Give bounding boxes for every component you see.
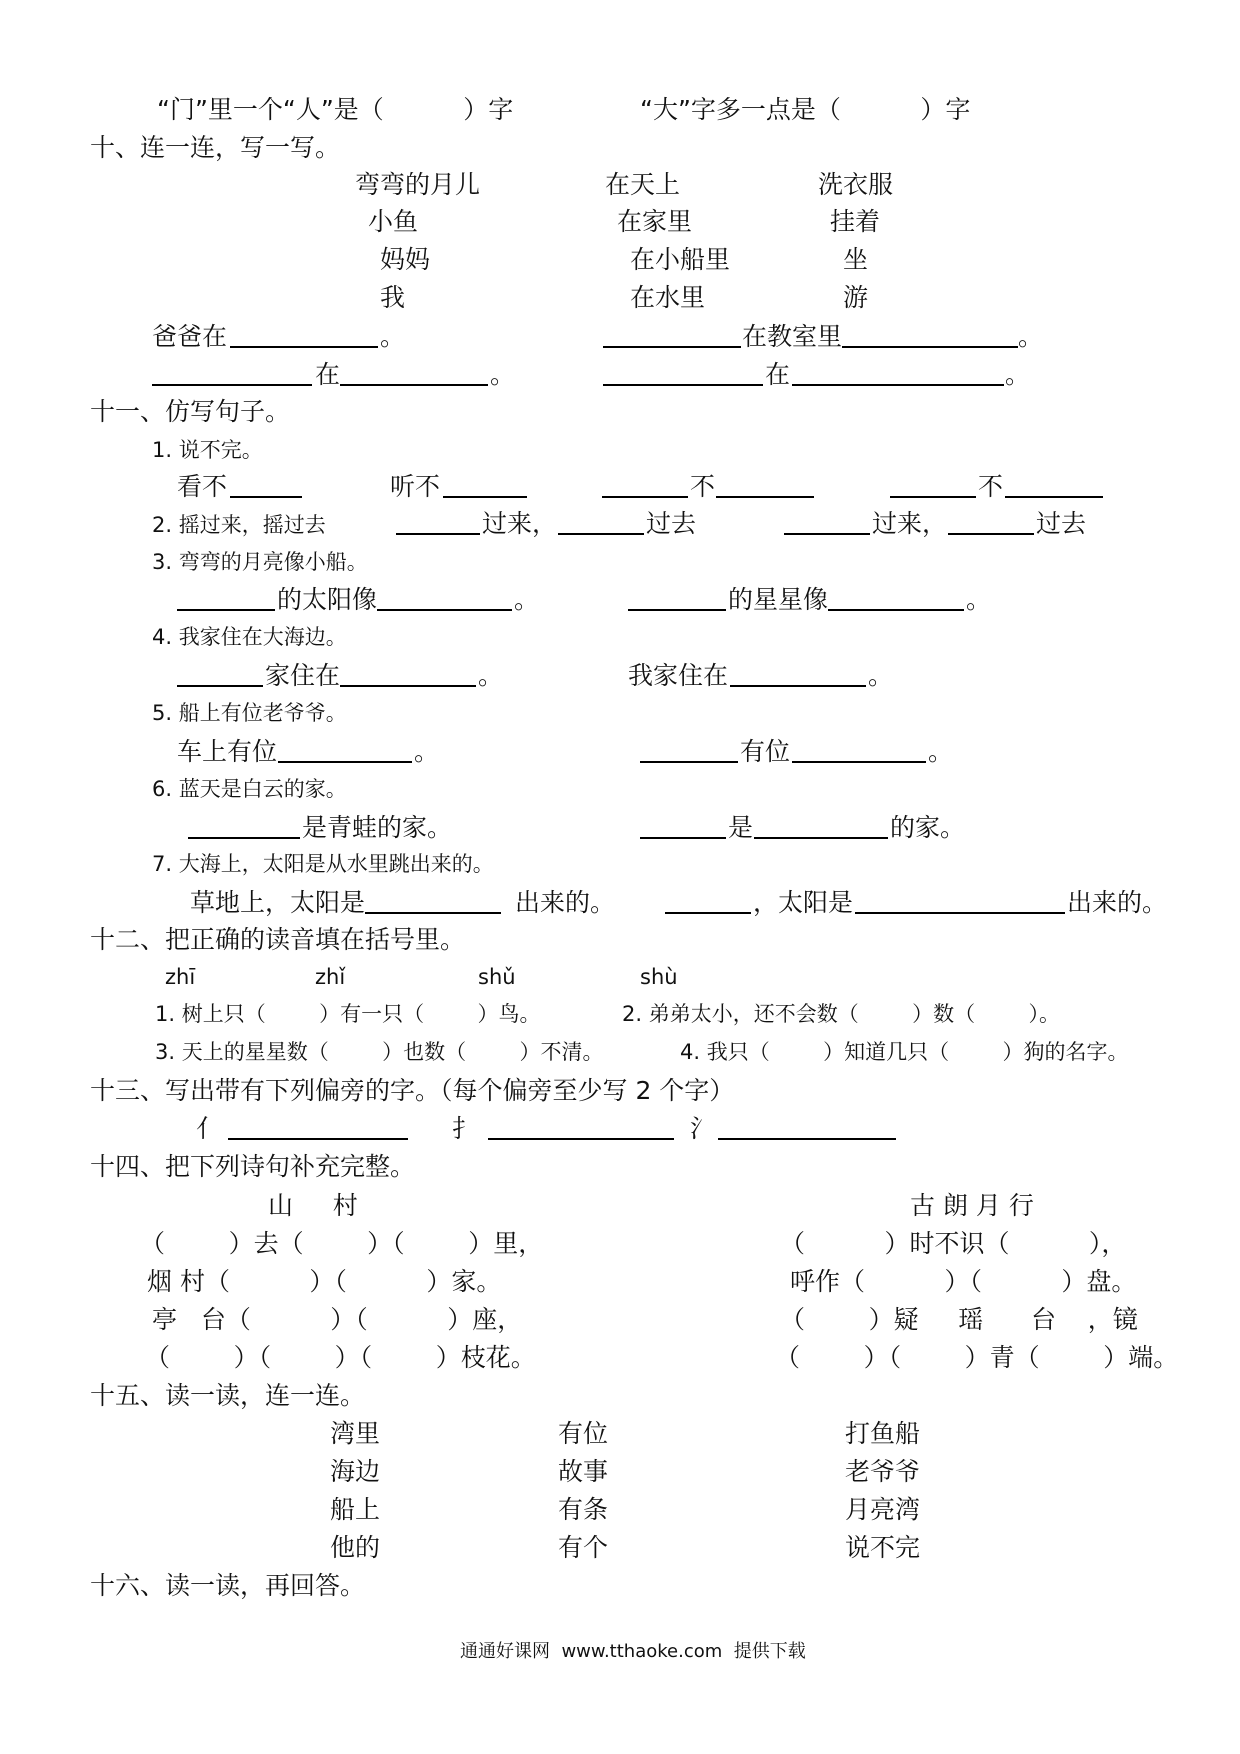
- answer-blank[interactable]: [603, 346, 741, 348]
- answer-blank[interactable]: [230, 346, 378, 348]
- answer-blank[interactable]: [730, 685, 866, 687]
- answer-blank[interactable]: [558, 533, 644, 535]
- s11-q4: 4. 我家住在大海边。: [152, 625, 347, 649]
- poem-2-title: 古 朗 月 行: [910, 1191, 1034, 1220]
- s10-row2-text: 在: [315, 360, 341, 389]
- s11-text: 。: [514, 585, 540, 614]
- s15-col3-item: 说不完: [845, 1533, 921, 1562]
- s10-col3-item: 洗衣服: [818, 170, 894, 199]
- s10-row2-text: 在: [765, 360, 791, 389]
- s10-col3-item: 坐: [843, 245, 869, 274]
- s10-col2-item: 在家里: [617, 207, 693, 236]
- s11-text: 的星星像: [728, 585, 829, 614]
- answer-blank[interactable]: [828, 609, 964, 611]
- s11-text: 。: [414, 737, 440, 766]
- section-13-title: 十三、写出带有下列偏旁的字。（每个偏旁至少写 2 个字）: [90, 1076, 735, 1105]
- s11-text: 家住在: [265, 661, 341, 690]
- s15-col2-item: 故事: [558, 1457, 609, 1486]
- answer-blank[interactable]: [784, 533, 870, 535]
- s12-sentence-3: 3. 天上的星星数（ ）也数（ ）不清。: [155, 1040, 604, 1064]
- s12-sentence-1: 1. 树上只（ ）有一只（ ）鸟。: [155, 1002, 541, 1026]
- section-10-title: 十、连一连，写一写。: [90, 133, 341, 162]
- pinyin-label: shǔ: [478, 965, 516, 989]
- s11-q7: 7. 大海上，太阳是从水里跳出来的。: [152, 852, 494, 876]
- s10-row1-text: 爸爸在: [152, 322, 228, 351]
- s10-col1-item: 小鱼: [368, 207, 419, 236]
- poem-1-line: 烟 村（ ）（ ）家。: [147, 1267, 502, 1296]
- s15-col1-item: 湾里: [330, 1419, 381, 1448]
- s15-col3-item: 打鱼船: [845, 1419, 921, 1448]
- s11-text: 有位: [740, 737, 791, 766]
- s15-col2-item: 有条: [558, 1495, 609, 1524]
- answer-blank[interactable]: [855, 912, 1065, 914]
- s11-text: 是青蛙的家。: [302, 813, 453, 842]
- answer-blank[interactable]: [177, 609, 275, 611]
- poem-2-line: （ ）疑 瑶 台 ，镜: [780, 1305, 1138, 1334]
- radical-label: 亻: [196, 1114, 222, 1143]
- answer-blank[interactable]: [754, 837, 888, 839]
- answer-blank[interactable]: [842, 346, 1018, 348]
- answer-blank[interactable]: [278, 761, 412, 763]
- s11-text: 的家。: [890, 813, 966, 842]
- s11-text: 不: [978, 472, 1004, 501]
- s10-col2-item: 在水里: [630, 283, 706, 312]
- s10-col1-item: 弯弯的月儿: [355, 170, 481, 199]
- poem-2-line: （ ）时不识（ ），: [780, 1229, 1127, 1258]
- answer-blank[interactable]: [665, 912, 751, 914]
- s11-text: 。: [928, 737, 954, 766]
- s11-text: ，太阳是: [753, 888, 854, 917]
- pinyin-label: zhī: [165, 965, 196, 989]
- answer-blank[interactable]: [948, 533, 1034, 535]
- s10-col1-item: 我: [380, 283, 406, 312]
- answer-blank[interactable]: [230, 496, 302, 498]
- s10-row1-text: 。: [1018, 322, 1044, 351]
- s10-col1-item: 妈妈: [380, 245, 431, 274]
- answer-blank[interactable]: [716, 496, 814, 498]
- pinyin-label: shù: [640, 965, 678, 989]
- s11-text: 过来，: [482, 509, 558, 538]
- answer-blank[interactable]: [603, 384, 763, 386]
- riddle-text-2: “大”字多一点是（ ）字: [640, 95, 971, 124]
- section-16-title: 十六、读一读，再回答。: [90, 1571, 366, 1600]
- answer-blank[interactable]: [340, 384, 488, 386]
- poem-1-line: 亭 台（ ）（ ）座，: [152, 1305, 523, 1334]
- section-11-title: 十一、仿写句子。: [90, 397, 291, 426]
- s11-text: 过去: [1036, 509, 1087, 538]
- s15-col3-item: 月亮湾: [845, 1495, 921, 1524]
- poem-2-line: （ ）（ ）青（ ）端。: [775, 1343, 1179, 1372]
- s11-q1: 1. 说不完。: [152, 438, 263, 462]
- s11-text: 是: [728, 813, 754, 842]
- poem-1-line: （ ）去（ ）（ ）里，: [140, 1229, 544, 1258]
- s11-text: 我家住在: [628, 661, 729, 690]
- section-12-title: 十二、把正确的读音填在括号里。: [90, 925, 466, 954]
- s10-col3-item: 挂着: [830, 207, 881, 236]
- s15-col2-item: 有个: [558, 1533, 609, 1562]
- s11-text: 。: [478, 661, 504, 690]
- poem-1-title: 山 村: [268, 1191, 358, 1220]
- s10-row2-text: 。: [490, 360, 516, 389]
- answer-blank[interactable]: [792, 761, 926, 763]
- answer-blank[interactable]: [188, 837, 300, 839]
- answer-blank[interactable]: [365, 912, 501, 914]
- riddle-text-1: “门”里一个“人”是（ ）字: [157, 95, 514, 124]
- s12-sentence-4: 4. 我只（ ）知道几只（ ）狗的名字。: [680, 1040, 1129, 1064]
- s11-text: 过来，: [872, 509, 948, 538]
- s10-col3-item: 游: [843, 283, 869, 312]
- s11-q2: 2. 摇过来，摇过去: [152, 513, 326, 537]
- s11-q5: 5. 船上有位老爷爷。: [152, 701, 347, 725]
- pinyin-label: zhǐ: [315, 965, 346, 989]
- s11-text: 出来的。: [1067, 888, 1168, 917]
- s15-col1-item: 船上: [330, 1495, 381, 1524]
- s15-col1-item: 海边: [330, 1457, 381, 1486]
- s10-row1-text: 。: [380, 322, 406, 351]
- answer-blank[interactable]: [890, 496, 976, 498]
- answer-blank[interactable]: [718, 1138, 896, 1140]
- s11-text: 。: [966, 585, 992, 614]
- s10-row2-text: 。: [1005, 360, 1031, 389]
- answer-blank[interactable]: [488, 1138, 674, 1140]
- answer-blank[interactable]: [340, 685, 476, 687]
- answer-blank[interactable]: [177, 685, 263, 687]
- poem-1-line: （ ）（ ）（ ）枝花。: [145, 1343, 536, 1372]
- s15-col1-item: 他的: [330, 1533, 381, 1562]
- answer-blank[interactable]: [443, 496, 527, 498]
- s11-text: 的太阳像: [277, 585, 378, 614]
- s11-text: 看不: [177, 472, 228, 501]
- answer-blank[interactable]: [377, 609, 512, 611]
- poem-2-line: 呼作（ ）（ ）盘。: [790, 1267, 1137, 1296]
- answer-blank[interactable]: [602, 496, 688, 498]
- s11-text: 车上有位: [177, 737, 278, 766]
- answer-blank[interactable]: [640, 837, 726, 839]
- radical-label: 扌: [452, 1114, 478, 1143]
- section-14-title: 十四、把下列诗句补充完整。: [90, 1152, 416, 1181]
- answer-blank[interactable]: [396, 533, 480, 535]
- s10-row1-text: 在教室里: [742, 322, 843, 351]
- s11-text: 听不: [390, 472, 441, 501]
- radical-label: 氵: [690, 1114, 716, 1143]
- answer-blank[interactable]: [1005, 496, 1103, 498]
- s11-text: 出来的。: [515, 888, 616, 917]
- answer-blank[interactable]: [640, 761, 738, 763]
- s11-text: 。: [868, 661, 894, 690]
- s11-q3: 3. 弯弯的月亮像小船。: [152, 550, 368, 574]
- s12-sentence-2: 2. 弟弟太小，还不会数（ ）数（ ）。: [622, 1002, 1061, 1026]
- answer-blank[interactable]: [228, 1138, 408, 1140]
- s10-col2-item: 在小船里: [630, 245, 731, 274]
- footer-text: 通通好课网 www.tthaoke.com 提供下载: [460, 1641, 806, 1662]
- s15-col2-item: 有位: [558, 1419, 609, 1448]
- answer-blank[interactable]: [792, 384, 1004, 386]
- section-15-title: 十五、读一读，连一连。: [90, 1381, 366, 1410]
- answer-blank[interactable]: [152, 384, 312, 386]
- s11-text: 草地上，太阳是: [190, 888, 366, 917]
- s11-text: 过去: [646, 509, 697, 538]
- s11-text: 不: [690, 472, 716, 501]
- answer-blank[interactable]: [628, 609, 726, 611]
- s11-q6: 6. 蓝天是白云的家。: [152, 777, 347, 801]
- s15-col3-item: 老爷爷: [845, 1457, 921, 1486]
- s10-col2-item: 在天上: [605, 170, 681, 199]
